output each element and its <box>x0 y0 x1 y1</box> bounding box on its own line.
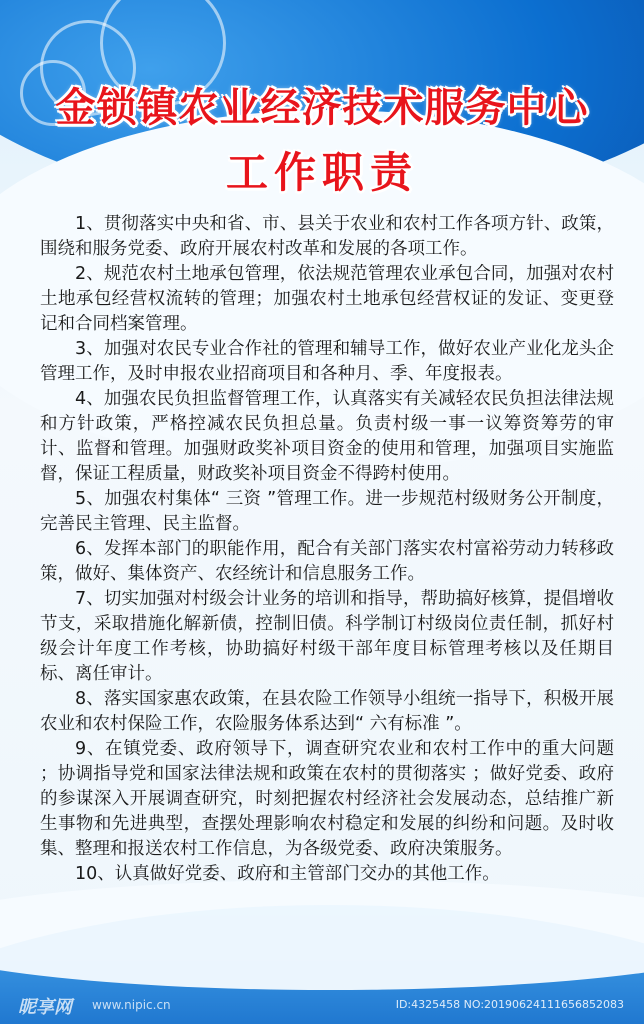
watermark-id: ID:4325458 NO:20190624111656852083 <box>395 998 624 1011</box>
duty-item: 4、加强农民负担监督管理工作，认真落实有关减轻农民负担法律法规和方针政策，严格控减农民负担总量。负责村级一事一议筹资筹劳的审计、监督和管理。加强财政奖补项目资金的使用和管理，加强项目实施监督，保证工程质量，财政奖补项目资金不得跨村使用。 <box>40 389 614 484</box>
duty-item: 3、加强对农民专业合作社的管理和辅导工作，做好农业产业化龙头企管理工作，及时申报农业招商项目和各种月、季、年度报表。 <box>40 339 614 384</box>
duty-item: 7、切实加强对村级会计业务的培训和指导，帮助搞好核算，提倡增收节支，采取措施化解新债，控制旧债。科学制订村级岗位责任制，抓好村级会计年度工作考核，协助搞好村级干部年度目标管理考核以及任期目标、离任审计。 <box>40 589 614 684</box>
duty-item: 1、贯彻落实中央和省、市、县关于农业和农村工作各项方针、政策，围绕和服务党委、政府开展农村改革和发展的各项工作。 <box>40 214 614 259</box>
page-title: 金锁镇农业经济技术服务中心 <box>55 85 589 131</box>
watermark-logo: 昵享网 <box>18 997 72 1018</box>
duty-item: 9、在镇党委、政府领导下，调查研究农业和农村工作中的重大问题 ；协调指导党和国家法律法规和政策在农村的贯彻落实 ；做好党委、政府的参谋深入开展调查研究，时刻把握农村经济社会发展动态，总结推广新生事物和先进典型，查摆处理影响农村稳定和发展的纠纷和问题。及时收集、整理和报送农村工作信息，为各级党委、政府决策服务。 <box>40 739 614 859</box>
page-subtitle: 工作职责 <box>225 148 418 197</box>
watermark-url: www.nipic.cn <box>92 998 171 1012</box>
duty-item: 10、认真做好党委、政府和主管部门交办的其他工作。 <box>75 864 500 884</box>
duty-item: 5、加强农村集体“ 三资 ”管理工作。进一步规范村级财务公开制度，完善民主管理、民主监督。 <box>40 489 614 534</box>
duty-item: 6、发挥本部门的职能作用，配合有关部门落实农村富裕劳动力转移政策，做好、集体资产、农经统计和信息服务工作。 <box>40 539 614 584</box>
duty-item: 2、规范农村土地承包管理，依法规范管理农业承包合同，加强对农村土地承包经营权流转的管理；加强农村土地承包经营权证的发证、变更登记和合同档案管理。 <box>40 264 614 334</box>
duty-item: 8、落实国家惠农政策，在县农险工作领导小组统一指导下，积极开展农业和农村保险工作，农险服务体系达到“ 六有标准 ”。 <box>40 689 614 734</box>
bottom-white-arc <box>0 880 644 990</box>
duties-list <box>40 212 614 887</box>
